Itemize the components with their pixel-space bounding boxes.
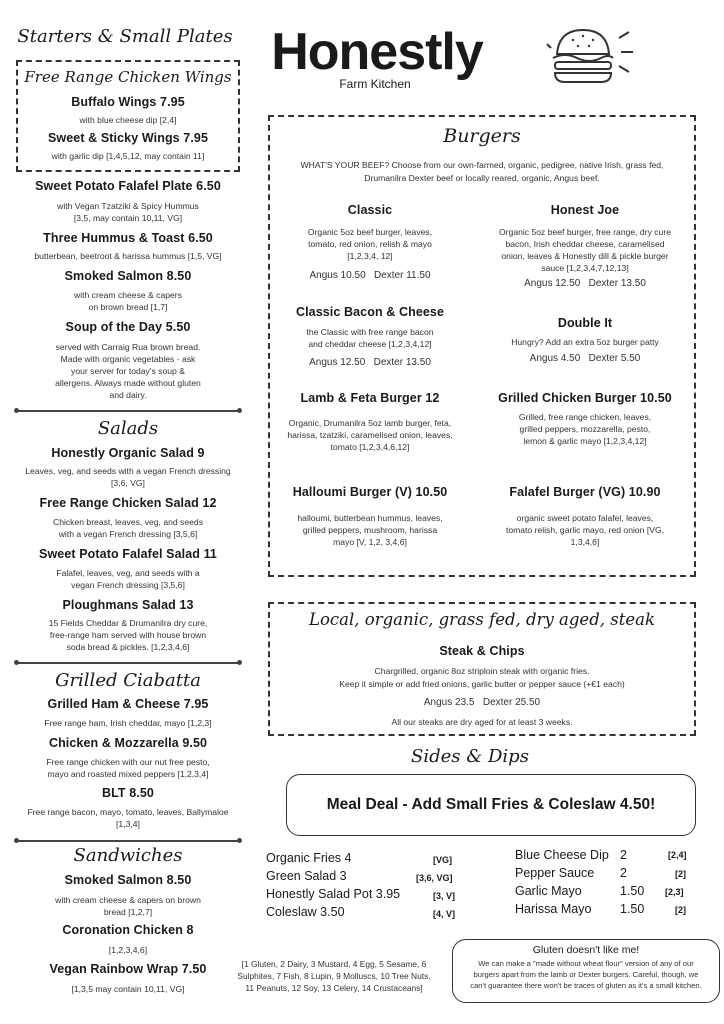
gluten-line: can't guarantee there won't be traces of gluten as it's a small kitchen. <box>470 981 702 990</box>
menu-item-desc: Free range ham, Irish cheddar, mayo [1,2,3] <box>44 718 212 728</box>
price-dexter: Dexter 25.50 <box>482 697 541 708</box>
allergen-legend <box>222 958 446 994</box>
ciabatta-item <box>8 736 248 780</box>
allergen-line: 11 Peanuts, 12 Soy, 13 Celery, 14 Crustaceans] <box>245 983 423 993</box>
wings-heading: Free Range Chicken Wings <box>24 68 232 86</box>
meal-deal-banner: Meal Deal - Add Small Fries & Coleslaw 4.50! <box>286 774 696 836</box>
menu-item-desc: 1,3,4,6] <box>570 537 600 547</box>
ciabatta-item <box>8 786 248 830</box>
menu-item-name: Sweet & Sticky Wings 7.95 <box>47 131 209 145</box>
allergen-line: [1 Gluten, 2 Dairy, 3 Mustard, 4 Egg, 5 Sesame, 6 <box>241 959 427 969</box>
side-tag: [3, V] <box>433 891 456 901</box>
burger-classic <box>270 203 470 281</box>
menu-item-name: Classic <box>347 203 393 217</box>
menu-item-desc: organic sweet potato falafel, leaves, <box>516 513 654 523</box>
menu-item-desc: with garlic dip [1,4,5,12, may contain 11] <box>51 151 205 161</box>
divider <box>16 410 240 412</box>
side-item: Green Salad 3 <box>266 869 347 883</box>
menu-item-name: Falafel Burger (VG) 10.90 <box>509 485 661 499</box>
sandwich-item <box>8 962 248 995</box>
ciabatta-heading: Grilled Ciabatta <box>55 670 201 691</box>
divider <box>16 662 240 664</box>
menu-item-name: Steak & Chips <box>439 644 525 658</box>
dip-tag: [2] <box>675 869 686 879</box>
menu-item-desc: [1,3,4] <box>116 819 140 829</box>
sides-heading: Sides & Dips <box>411 746 529 767</box>
brand-name: Honestly <box>271 23 483 81</box>
sandwich-item <box>8 873 248 918</box>
burger-lamb <box>270 391 470 453</box>
menu-item-name: Sweet Potato Falafel Salad 11 <box>39 547 217 561</box>
menu-item-desc: halloumi, butterbean hummus, leaves, <box>297 513 443 523</box>
steak-note: All our steaks are dry aged for at least 3 weeks. <box>391 717 573 727</box>
burger-grilled-chicken <box>476 391 694 447</box>
menu-item-desc: tomato relish, garlic mayo, red onion [VG, <box>505 525 665 535</box>
salad-item <box>8 598 248 653</box>
menu-item-name: Smoked Salmon 8.50 <box>64 873 192 887</box>
menu-item-desc: your server for today's soup & <box>71 366 185 376</box>
menu-item-name: Vegan Rainbow Wrap 7.50 <box>49 962 207 976</box>
dip-item: Blue Cheese Dip <box>515 848 609 862</box>
salads-heading: Salads <box>97 418 159 439</box>
menu-item-desc: Leaves, veg, and seeds with a vegan French dressing <box>25 466 231 476</box>
menu-item-name: Soup of the Day 5.50 <box>65 320 191 334</box>
sandwiches-heading: Sandwiches <box>73 845 183 866</box>
burger-falafel <box>476 485 694 548</box>
dip-price: 1.50 <box>620 902 645 916</box>
side-tag: [3,6, VG] <box>416 873 453 883</box>
gluten-box <box>452 939 720 1003</box>
menu-item-desc: with a vegan French dressing [3,5,6] <box>58 529 198 539</box>
brand-subtitle: Farm Kitchen <box>339 77 411 91</box>
menu-item-desc: free-range ham served with house brown <box>49 630 207 640</box>
menu-item-desc: [1,2,3,4,6] <box>108 945 148 955</box>
menu-item-desc: mayo [V, 1,2, 3,4,6] <box>333 537 407 547</box>
menu-item-desc: grilled peppers, mozzarella, pesto, <box>519 424 651 434</box>
menu-item-name: Free Range Chicken Salad 12 <box>39 496 217 510</box>
menu-item-desc: Keep it simple or add fried onions, garlic butter or pepper sauce (+€1 each) <box>339 679 625 689</box>
steak-box <box>268 602 696 736</box>
menu-item-desc: [3,5, may contain 10,11, VG] <box>73 213 183 223</box>
starter-item <box>8 231 248 262</box>
price-angus: Angus 23.5 <box>423 697 475 708</box>
dip-tag: [2,4] <box>668 850 687 860</box>
menu-item-desc: vegan French dressing [3,5,6] <box>71 580 185 590</box>
menu-item-name: Chicken & Mozzarella 9.50 <box>48 736 208 750</box>
menu-item-desc: Chicken breast, leaves, veg, and seeds <box>52 517 203 527</box>
menu-item-name: Lamb & Feta Burger 12 <box>300 391 440 405</box>
menu-item-name: Classic Bacon & Cheese <box>295 305 445 319</box>
menu-item-desc: on brown bread [1,7] <box>88 302 168 312</box>
starter-item <box>8 179 248 224</box>
menu-item-desc: Organic 5oz beef burger, leaves, <box>307 227 433 237</box>
menu-item-name: Sweet Potato Falafel Plate 6.50 <box>35 179 221 193</box>
dip-tag: [2,3] <box>665 887 684 897</box>
menu-item-desc: Free range bacon, mayo, tomato, leaves, Ballymaloe <box>27 807 229 817</box>
menu-item-name: Double It <box>557 316 613 330</box>
salad-item <box>8 496 248 540</box>
menu-item-desc: Organic, Drumanilra 5oz lamb burger, feta, <box>288 418 452 428</box>
menu-item-name: Honestly Organic Salad 9 <box>51 446 205 460</box>
wings-box <box>16 60 240 172</box>
menu-item-desc: Chargrilled, organic 8oz striploin steak with organic fries. <box>374 666 590 676</box>
salad-item <box>8 446 248 489</box>
side-item: Organic Fries 4 <box>266 851 352 865</box>
menu-item-desc: with cream cheese & capers on brown <box>55 895 201 905</box>
menu-item-name: Halloumi Burger (V) 10.50 <box>292 485 448 499</box>
price-angus: Angus 12.50 <box>309 357 366 368</box>
menu-item-desc: tomato [1,2,3,4,6,12] <box>330 442 410 452</box>
sandwich-item <box>8 923 248 956</box>
side-tag: [VG] <box>433 855 452 865</box>
dip-item: Garlic Mayo <box>515 884 582 898</box>
burger-double-it <box>476 316 694 364</box>
price-dexter: Dexter 13.50 <box>373 357 431 368</box>
price-dexter: Dexter 5.50 <box>588 353 641 364</box>
menu-item-desc: with blue cheese dip [2,4] <box>79 115 177 125</box>
menu-item-desc: with cream cheese & capers <box>74 290 182 300</box>
price-angus: Angus 10.50 <box>309 270 366 281</box>
starter-item <box>8 320 248 401</box>
dip-item: Harissa Mayo <box>515 902 592 916</box>
menu-item-name: Grilled Ham & Cheese 7.95 <box>47 697 209 711</box>
burgers-box <box>268 115 696 577</box>
price-dexter: Dexter 11.50 <box>374 270 431 281</box>
gluten-line: We can make a "made without wheat flour" version of any of our <box>478 959 694 968</box>
menu-item-desc: mayo and roasted mixed peppers [1,2,3,4] <box>47 769 209 779</box>
starters-heading: Starters & Small Plates <box>17 26 233 47</box>
menu-item-name: Grilled Chicken Burger 10.50 <box>498 391 672 405</box>
menu-item-desc: [1,3,5 may contain 10,11, VG] <box>71 984 185 994</box>
dip-price: 2 <box>620 848 627 862</box>
menu-item-name: Ploughmans Salad 13 <box>62 598 194 612</box>
menu-item-desc: bacon, Irish cheddar cheese, caramelised <box>505 239 665 249</box>
menu-item-desc: soda bread & pickles. [1,2,3,4,6] <box>66 642 190 652</box>
menu-item-desc: onion, leaves & Honestly dill & pickle burger <box>501 251 669 261</box>
menu-item-desc: Organic 5oz beef burger, free range, dry cure <box>499 227 671 237</box>
menu-item-desc: [1,2,3,4, 12] <box>347 251 393 261</box>
burgers-intro: Drumanilra Dexter beef or locally reared, organic, Angus beef. <box>364 173 600 183</box>
menu-item-name: Smoked Salmon 8.50 <box>64 269 192 283</box>
menu-item-desc: sauce [1,2,3,4,7,12,13] <box>541 263 629 273</box>
side-tag: [4, V] <box>433 909 456 919</box>
menu-item-desc: butterbean, beetroot & harissa hummus [1,5, VG] <box>34 251 222 261</box>
menu-item-desc: Free range chicken with our nut free pesto, <box>46 757 210 767</box>
burger-halloumi <box>270 485 470 548</box>
dip-tag: [2] <box>675 905 686 915</box>
menu-item-desc: Made with organic vegetables - ask <box>60 354 196 364</box>
menu-item-desc: the Classic with free range bacon <box>306 327 434 337</box>
dip-price: 1.50 <box>620 884 645 898</box>
side-item: Honestly Salad Pot 3.95 <box>266 887 401 901</box>
ciabatta-item <box>8 697 248 729</box>
menu-item-name: Honest Joe <box>550 203 620 217</box>
price-angus: Angus 4.50 <box>529 353 581 364</box>
price-angus: Angus 12.50 <box>524 278 581 289</box>
gluten-line: burgers apart from the lamb or Dexter burgers. Careful, though, we <box>473 970 699 979</box>
menu-item-name: Buffalo Wings 7.95 <box>71 95 185 109</box>
menu-item-desc: Grilled, free range chicken, leaves, <box>518 412 652 422</box>
side-item: Coleslaw 3.50 <box>266 905 345 919</box>
burger-honest-joe <box>476 203 694 289</box>
menu-item-desc: Falafel, leaves, veg, and seeds with a <box>56 568 200 578</box>
price-dexter: Dexter 13.50 <box>588 278 646 289</box>
menu-item-desc: harissa, tzatziki, caramelised onion, leaves, <box>287 430 453 440</box>
dip-price: 2 <box>620 866 627 880</box>
menu-item-desc: and cheddar cheese [1,2,3,4,12] <box>308 339 432 349</box>
menu-item-desc: served with Carraig Rua brown bread. <box>55 342 201 352</box>
gluten-title: Gluten doesn't like me! <box>532 944 640 956</box>
burger-icon <box>545 24 637 88</box>
divider <box>16 840 240 842</box>
menu-item-name: BLT 8.50 <box>102 786 154 800</box>
menu-item-desc: bread [1,2,7] <box>103 907 153 917</box>
menu-item-desc: tomato, red onion, relish & mayo <box>308 239 432 249</box>
menu-item-desc: [3,6, VG] <box>111 478 145 488</box>
steak-heading: Local, organic, grass fed, dry aged, steak <box>309 610 655 629</box>
menu-item-desc: lemon & garlic mayo [1,2,3,4,12] <box>523 436 647 446</box>
menu-item-name: Coronation Chicken 8 <box>62 923 194 937</box>
menu-item-desc: grilled peppers, mushroom, harissa <box>302 525 438 535</box>
menu-item-desc: Hungry? Add an extra 5oz burger patty <box>511 337 659 347</box>
starter-item <box>8 269 248 313</box>
burger-classic-bacon <box>270 305 470 368</box>
burgers-heading: Burgers <box>443 125 521 147</box>
menu-item-desc: with Vegan Tzatziki & Spicy Hummus <box>57 201 199 211</box>
menu-item-desc: and dairy. <box>109 390 147 400</box>
allergen-line: Sulphites, 7 Fish, 8 Lupin, 9 Molluscs, 10 Tree Nuts, <box>237 971 431 981</box>
dip-item: Pepper Sauce <box>515 866 595 880</box>
menu-item-desc: 15 Fields Cheddar & Drumanilra dry cure, <box>48 618 208 628</box>
salad-item <box>8 547 248 591</box>
burgers-intro: WHAT'S YOUR BEEF? Choose from our own-farmed, organic, pedigree, native Irish, grass fed, <box>300 160 664 170</box>
menu-item-name: Three Hummus & Toast 6.50 <box>43 231 213 245</box>
menu-item-desc: allergens. Always made without gluten <box>55 378 201 388</box>
